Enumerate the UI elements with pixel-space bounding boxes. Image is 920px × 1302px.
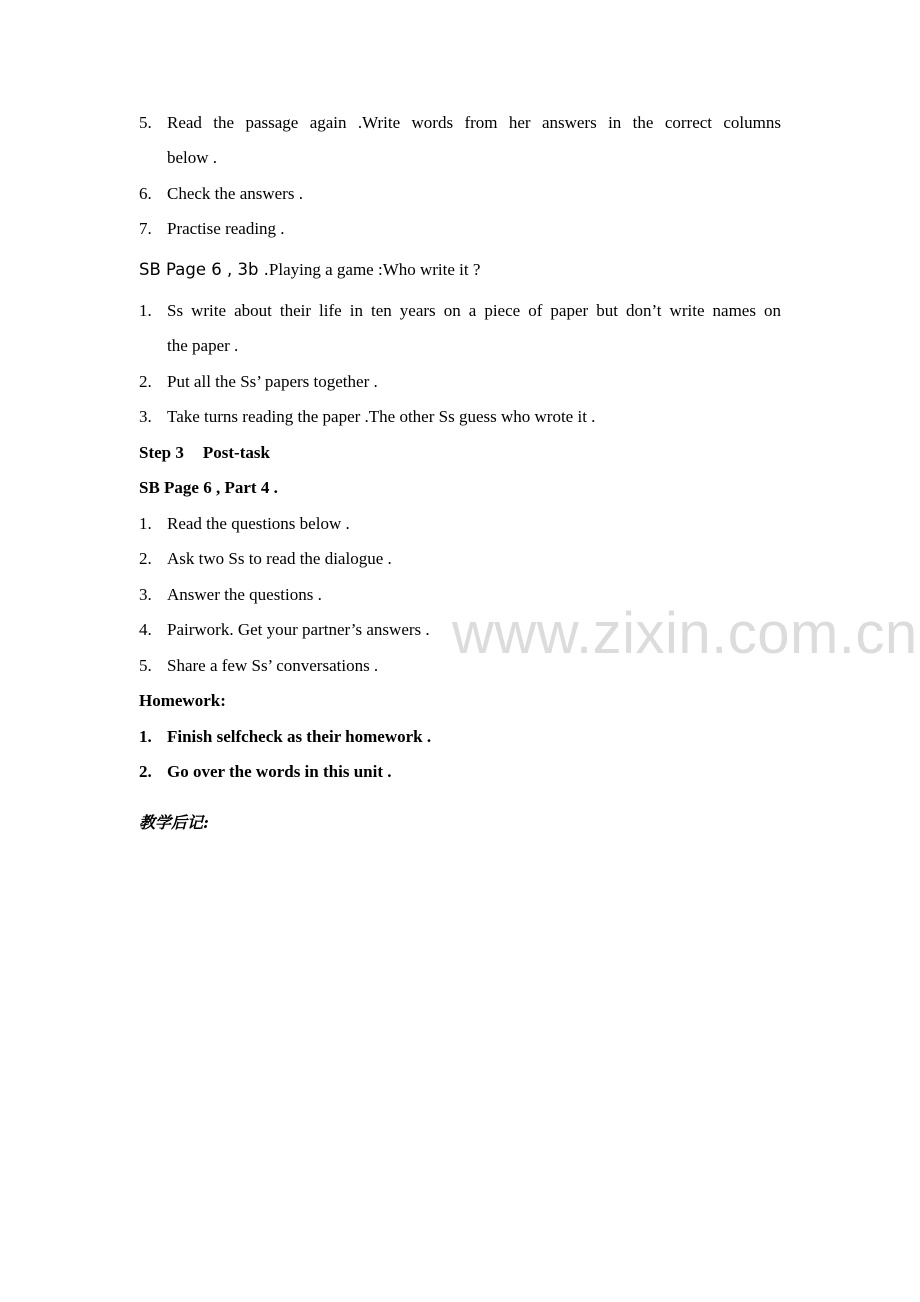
list-number: 5.: [139, 113, 152, 132]
list-number: 3.: [139, 585, 152, 604]
list-number: 3.: [139, 407, 152, 426]
teaching-notes-label: 教学后记:: [139, 813, 209, 832]
list-text: Check the answers .: [167, 184, 303, 203]
list-text: Answer the questions .: [167, 585, 322, 604]
list-number: 2.: [139, 549, 152, 568]
list-number: 1.: [139, 727, 152, 746]
list-item-continuation: the paper .: [167, 336, 239, 355]
list-text: Put all the Ss’ papers together .: [167, 372, 378, 391]
homework-heading: Homework:: [139, 691, 226, 710]
list-item: [139, 301, 781, 321]
list-text: Take turns reading the paper .The other Ss guess who wrote it .: [167, 407, 596, 426]
list-text: Read the questions below .: [167, 514, 350, 533]
homework-item: [139, 762, 781, 782]
list-text: Share a few Ss’ conversations .: [167, 656, 379, 675]
step-heading: [139, 443, 781, 463]
list-number: 5.: [139, 656, 152, 675]
list-item: [139, 585, 781, 605]
list-item: [139, 372, 781, 392]
list-number: 2.: [139, 372, 152, 391]
list-text: Practise reading .: [167, 219, 285, 238]
list-item: [139, 656, 781, 676]
list-item-continuation: below .: [167, 148, 218, 167]
list-text: Ss write about their life in ten years on a piece of paper but don’t write names on: [167, 301, 781, 320]
list-item: [139, 113, 781, 133]
list-text: Read the passage again .Write words from her answers in the correct columns: [167, 113, 781, 132]
homework-item: [139, 727, 781, 747]
list-number: 6.: [139, 184, 152, 203]
list-number: 4.: [139, 620, 152, 639]
list-item: [139, 620, 781, 640]
step-label: Step 3: [139, 443, 184, 462]
watermark: www.zixin.com.cn: [452, 601, 918, 666]
list-item: [139, 407, 781, 427]
list-number: 1.: [139, 301, 152, 320]
list-number: 7.: [139, 219, 152, 238]
list-item: [139, 219, 781, 239]
list-item: [139, 549, 781, 569]
list-text: Go over the words in this unit .: [167, 762, 392, 781]
list-text: Pairwork. Get your partner’s answers .: [167, 620, 430, 639]
section-title: Playing a game :Who write it ?: [268, 260, 481, 279]
list-item: [139, 184, 781, 204]
list-number: 1.: [139, 514, 152, 533]
section-label: SB Page 6 , 3b .: [139, 260, 269, 279]
part4-heading: SB Page 6 , Part 4 .: [139, 478, 278, 497]
list-number: 2.: [139, 762, 152, 781]
list-item: [139, 514, 781, 534]
section-heading-3b: [139, 260, 781, 280]
list-text: Finish selfcheck as their homework .: [167, 727, 432, 746]
step-title: Post-task: [202, 443, 270, 462]
list-text: Ask two Ss to read the dialogue .: [167, 549, 392, 568]
